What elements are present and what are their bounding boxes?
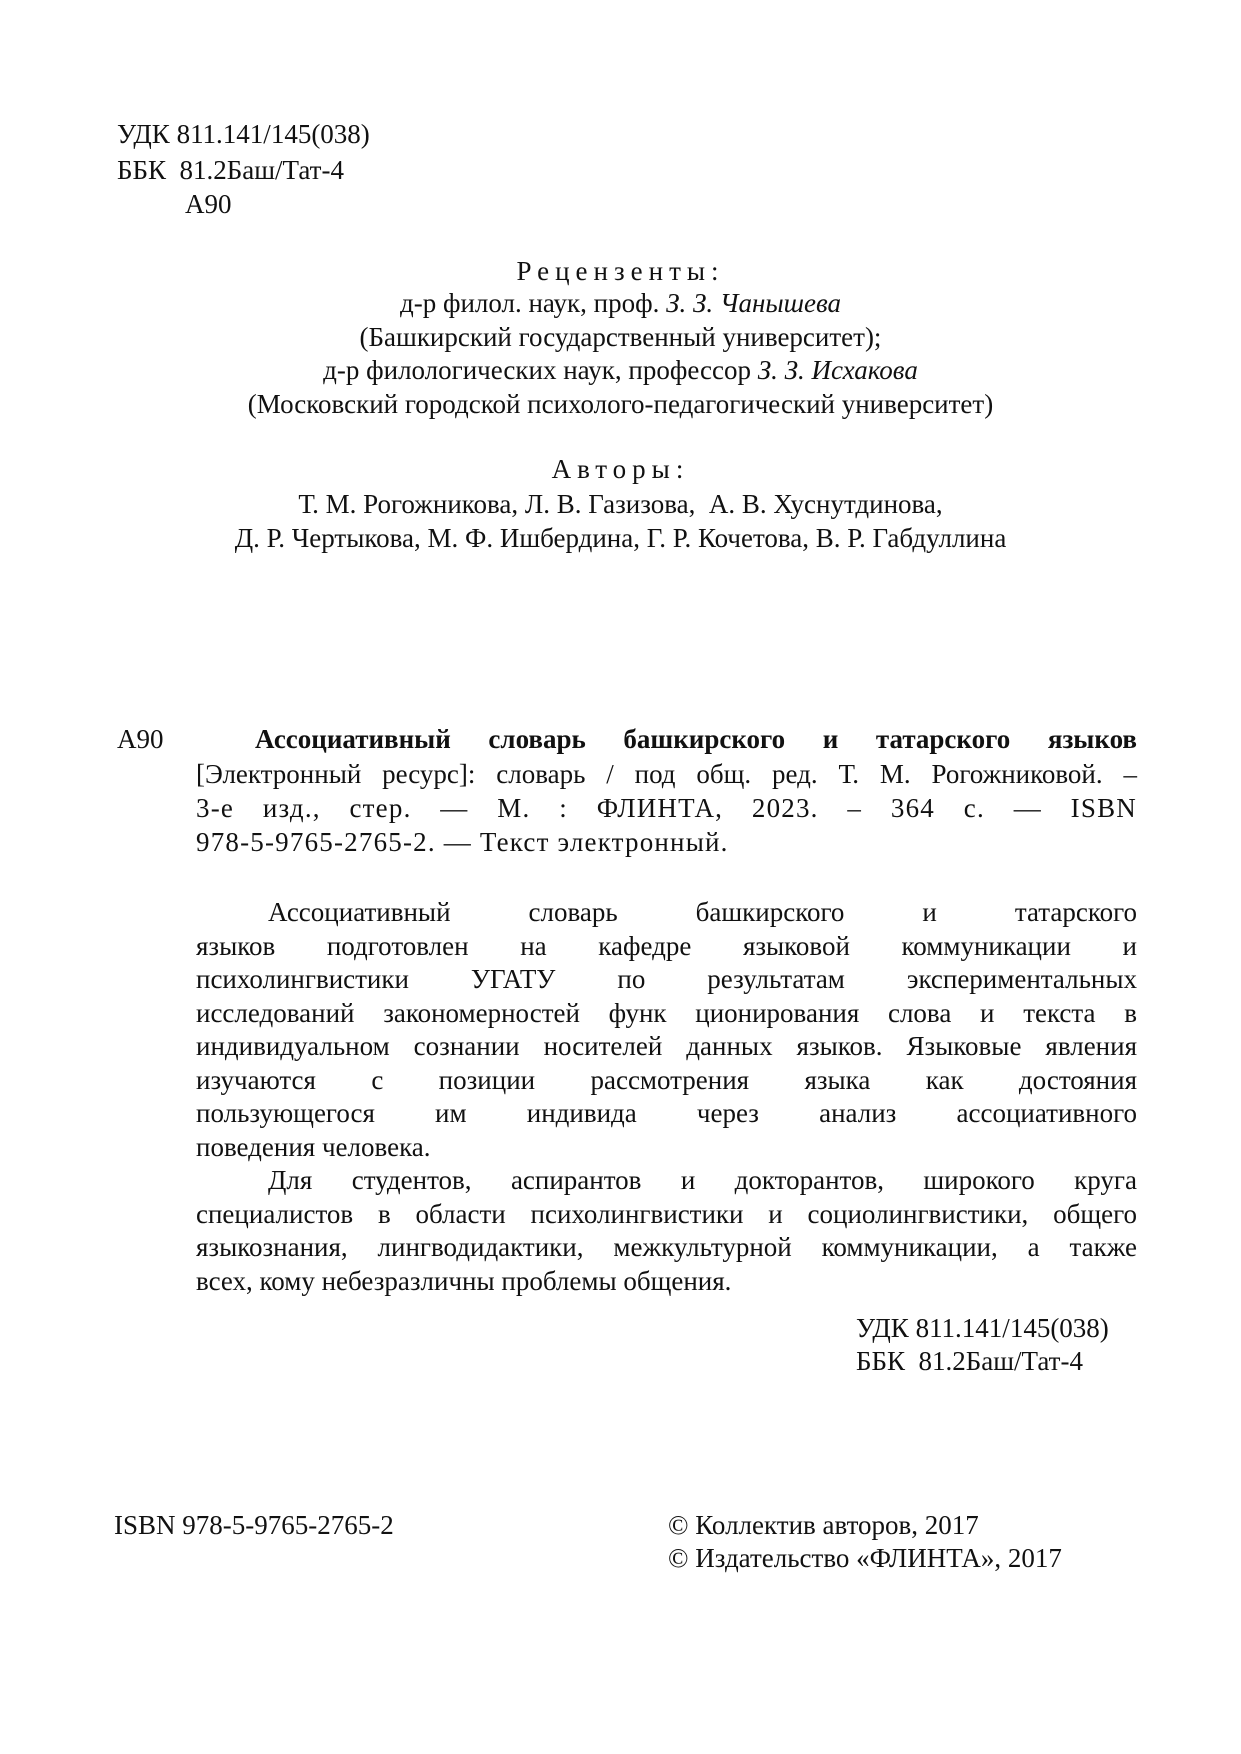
- abstract-line: всех, кому небезразличны проблемы общения.: [196, 1266, 732, 1296]
- udk-code: УДК 811.141/145(038): [117, 119, 370, 149]
- entry-title-text: Ассоциативный словарь башкирского и татарского языков: [255, 724, 1137, 754]
- reviewer-1: [0, 286, 1241, 320]
- copyright-publisher: © Издательство «ФЛИНТА», 2017: [668, 1543, 1062, 1573]
- abstract-line: исследований закономерностей функ ционирования слова и текста в: [196, 998, 1137, 1028]
- reviewers-heading: Рецензенты:: [516, 256, 725, 286]
- abstract-line: языков подготовлен на кафедре языковой коммуникации и: [196, 931, 1137, 961]
- abstract-line: пользующегося им индивида через анализ ассоциативного: [196, 1098, 1137, 1128]
- abstract-line: изучаются с позиции рассмотрения языка как достояния: [196, 1065, 1137, 1095]
- authors-line-2: Д. Р. Чертыкова, М. Ф. Ишбердина, Г. Р. Кочетова, В. Р. Габдуллина: [234, 523, 1007, 553]
- reviewer-2-org: (Московский городской психолого-педагогический университет): [247, 389, 994, 419]
- entry-title: [255, 722, 1137, 756]
- reviewer-2-name: З. З. Исхакова: [757, 355, 918, 385]
- footer-bbk-code: ББК 81.2Баш/Тат-4: [856, 1346, 1083, 1376]
- entry-line-3: 3-е изд., стер. — М. : ФЛИНТА, 2023. – 364 с. — ISBN: [196, 793, 1137, 823]
- entry-line-2: [Электронный ресурс]: словарь / под общ. ред. Т. М. Рогожниковой. –: [196, 759, 1137, 789]
- reviewer-2-title: д-р филологических наук, профессор: [323, 355, 751, 385]
- reviewer-1-org: (Башкирский государственный университет);: [359, 322, 882, 352]
- reviewer-1-name: З. З. Чанышева: [666, 288, 842, 318]
- footer-udk-code: УДК 811.141/145(038): [856, 1313, 1109, 1343]
- isbn: ISBN 978-5-9765-2765-2: [114, 1510, 394, 1540]
- bbk-code: ББК 81.2Баш/Тат-4: [117, 155, 344, 185]
- abstract-line: психолингвистики УГАТУ по результатам экспериментальных: [196, 964, 1137, 994]
- entry-code: А90: [117, 724, 164, 754]
- author-mark: А90: [185, 189, 232, 219]
- reviewer-1-title: д-р филол. наук, проф.: [399, 288, 660, 318]
- abstract-line: специалистов в области психолингвистики и социолингвистики, общего: [196, 1199, 1137, 1229]
- abstract-line: индивидуальном сознании носителей данных языков. Языковые явления: [196, 1031, 1137, 1061]
- abstract-line: поведения человека.: [196, 1132, 431, 1162]
- reviewer-2: [0, 353, 1241, 387]
- abstract-line: Ассоциативный словарь башкирского и татарского: [268, 897, 1137, 927]
- authors-heading: Авторы:: [551, 454, 690, 484]
- authors-line-1: Т. М. Рогожникова, Л. В. Газизова, А. В. Хуснутдинова,: [298, 489, 943, 519]
- copyright-authors: © Коллектив авторов, 2017: [668, 1510, 979, 1540]
- abstract-line: Для студентов, аспирантов и докторантов, широкого круга: [268, 1165, 1137, 1195]
- entry-line-4: 978-5-9765-2765-2. — Текст электронный.: [196, 827, 729, 857]
- abstract-line: языкознания, лингводидактики, межкультурной коммуникации, а также: [196, 1232, 1137, 1262]
